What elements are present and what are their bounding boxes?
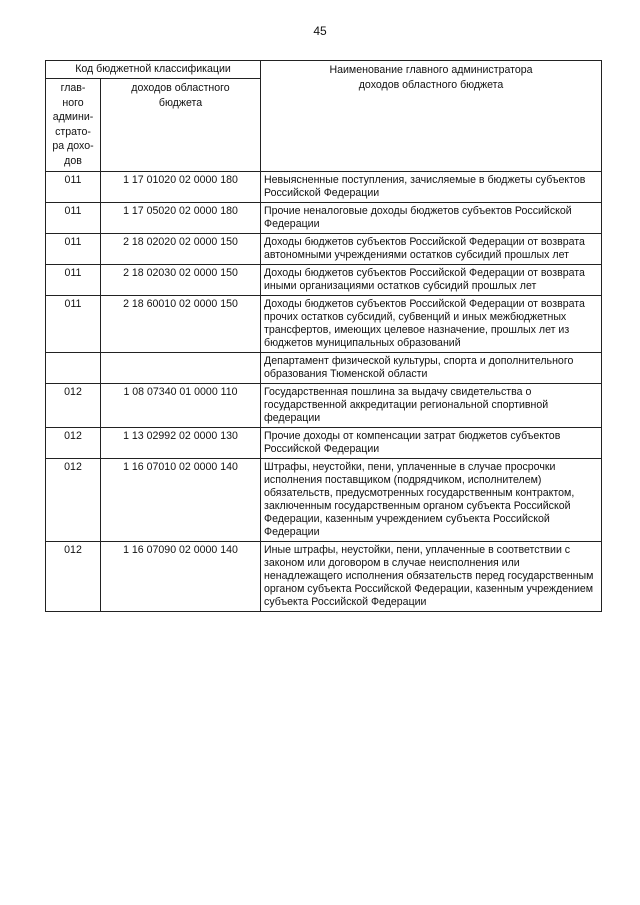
table-header-row-top: [46, 61, 602, 79]
table-row: [46, 458, 602, 541]
income-code-cell: 1 17 05020 02 0000 180: [101, 202, 261, 233]
income-code-header: [101, 79, 261, 172]
table-row: [46, 427, 602, 458]
income-code-cell: 2 18 60010 02 0000 150: [101, 295, 261, 352]
administrator-code-cell: 012: [46, 541, 101, 611]
income-name-cell: Прочие доходы от компенсации затрат бюджетов субъектов Российской Федерации: [261, 427, 602, 458]
income-name-cell: Государственная пошлина за выдачу свидетельства о государственной аккредитации региональной спортивной федерации: [261, 383, 602, 427]
administrator-code-cell: 011: [46, 264, 101, 295]
income-code-header-text: доходов областного бюджета: [131, 82, 230, 109]
administrator-code-header-text: глав- ного админи- страто- ра дохо- дов: [52, 82, 94, 167]
income-name-cell: Невыясненные поступления, зачисляемые в бюджеты субъектов Российской Федерации: [261, 171, 602, 202]
table-row: [46, 264, 602, 295]
table-row: [46, 541, 602, 611]
department-name-cell: Департамент физической культуры, спорта и дополнительного образования Тюменской области: [261, 352, 602, 383]
department-row: [46, 352, 602, 383]
income-name-cell: Штрафы, неустойки, пени, уплаченные в случае просрочки исполнения поставщиком (подрядчиком, исполнителем) обязательств, предусмотренных государственным контрактом, заключенным государственным органом субъекта Российской Федерации, казенным учреждением субъекта Российской Федерации: [261, 458, 602, 541]
table-row: [46, 202, 602, 233]
income-name-cell: Иные штрафы, неустойки, пени, уплаченные в соответствии с законом или договором в случае неисполнения или ненадлежащего исполнения обязательств перед государственным органом субъекта Российской Федерации, казенным учреждением субъекта Российской Федерации: [261, 541, 602, 611]
income-code-cell: 1 16 07010 02 0000 140: [101, 458, 261, 541]
table-row: [46, 233, 602, 264]
income-name-cell: Доходы бюджетов субъектов Российской Федерации от возврата иными организациями остатков субсидий прошлых лет: [261, 264, 602, 295]
income-code-cell: 1 13 02992 02 0000 130: [101, 427, 261, 458]
income-code-cell: 1 17 01020 02 0000 180: [101, 171, 261, 202]
administrator-code-cell: 011: [46, 233, 101, 264]
budget-classification-code-header: Код бюджетной классификации: [46, 61, 261, 79]
administrator-code-cell: 012: [46, 383, 101, 427]
table-body: [46, 171, 602, 611]
administrator-name-header: [261, 61, 602, 172]
administrator-code-cell: 011: [46, 171, 101, 202]
income-name-cell: Прочие неналоговые доходы бюджетов субъектов Российской Федерации: [261, 202, 602, 233]
budget-classification-table: [45, 60, 602, 612]
income-code-cell: [101, 352, 261, 383]
administrator-code-cell: [46, 352, 101, 383]
administrator-name-header-text: Наименование главного администратора доходов областного бюджета: [329, 64, 533, 91]
administrator-code-header: [46, 79, 101, 172]
table-row: [46, 295, 602, 352]
income-code-cell: 1 08 07340 01 0000 110: [101, 383, 261, 427]
income-name-cell: Доходы бюджетов субъектов Российской Федерации от возврата автономными учреждениями остатков субсидий прошлых лет: [261, 233, 602, 264]
page-number: 45: [313, 24, 327, 38]
administrator-code-cell: 012: [46, 458, 101, 541]
administrator-code-cell: 012: [46, 427, 101, 458]
table-row: [46, 383, 602, 427]
table-row: [46, 171, 602, 202]
income-code-cell: 1 16 07090 02 0000 140: [101, 541, 261, 611]
administrator-code-cell: 011: [46, 295, 101, 352]
income-code-cell: 2 18 02020 02 0000 150: [101, 233, 261, 264]
income-name-cell: Доходы бюджетов субъектов Российской Федерации от возврата прочих остатков субсидий, субвенций и иных межбюджетных трансфертов, имеющих целевое назначение, прошлых лет из бюджетов муниципальных образований: [261, 295, 602, 352]
administrator-code-cell: 011: [46, 202, 101, 233]
income-code-cell: 2 18 02030 02 0000 150: [101, 264, 261, 295]
